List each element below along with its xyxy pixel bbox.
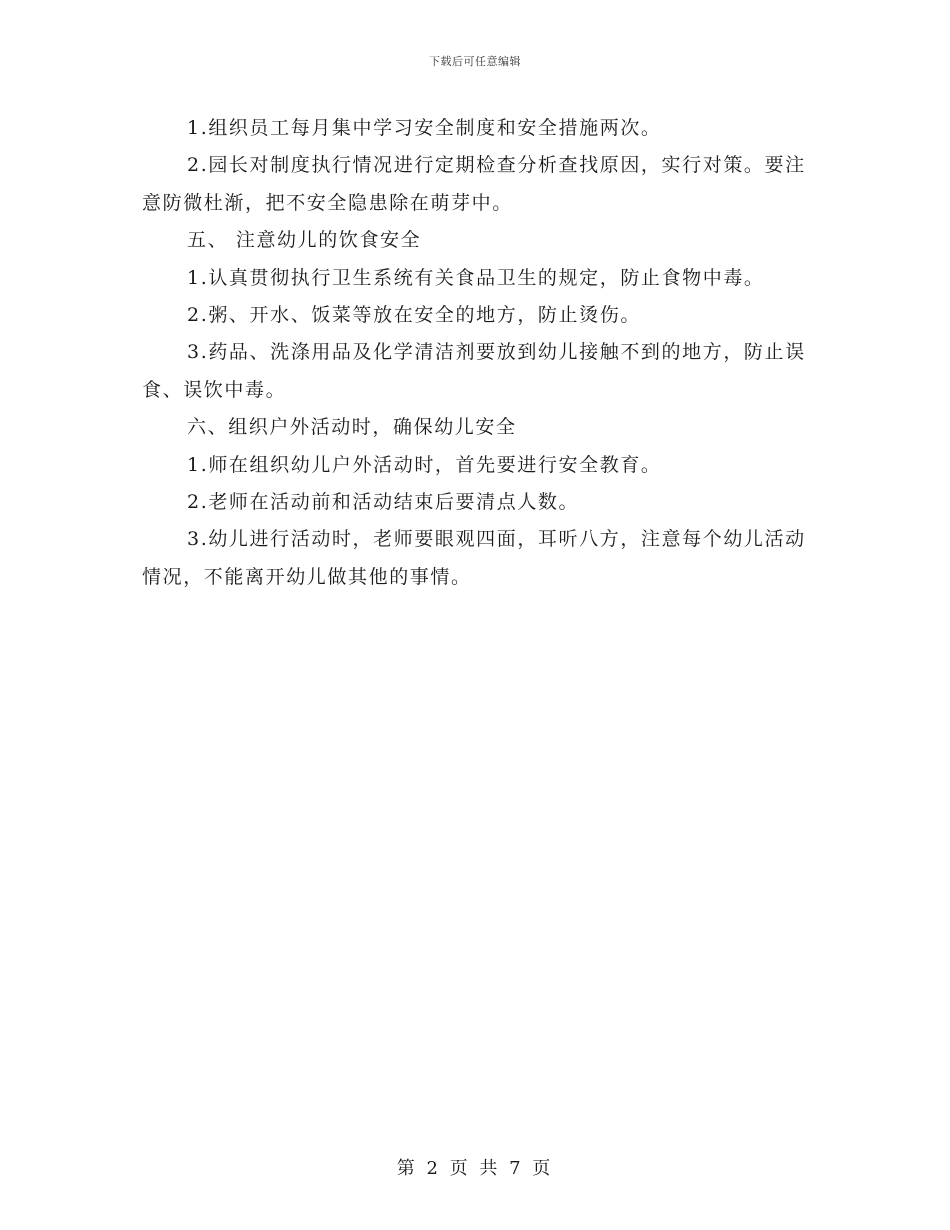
paragraph: 2.老师在活动前和活动结束后要清点人数。 [187,491,580,514]
paragraph: 3.药品、洗涤用品及化学清洁剂要放到幼儿接触不到的地方，防止误食、误饮中毒。 [142,341,806,401]
paragraph: 1.组织员工每月集中学习安全制度和安全措施两次。 [187,117,662,139]
paragraph: 2.园长对制度执行情况进行定期检查分析查找原因，实行对策。要注意防微杜渐，把不安全隐患除在萌芽中。 [142,154,806,214]
paragraph: 2.粥、开水、饭菜等放在安全的地方，防止烫伤。 [187,304,641,327]
paragraph: 1.认真贯彻执行卫生系统有关食品卫生的规定，防止食物中毒。 [187,266,765,289]
page-number: 第 2 页 共 7 页 [396,1158,554,1179]
paragraph: 1.师在组织幼儿户外活动时，首先要进行安全教育。 [187,453,662,476]
section-heading: 五、 注意幼儿的饮食安全 [187,229,422,252]
paragraph: 3.幼儿进行活动时，老师要眼观四面，耳听八方，注意每个幼儿活动情况，不能离开幼儿做其他的事情。 [142,528,806,588]
document-body [142,110,810,596]
page-header-note: 下载后可任意编辑 [429,55,521,68]
section-heading: 六、组织户外活动时，确保幼儿安全 [187,416,517,439]
